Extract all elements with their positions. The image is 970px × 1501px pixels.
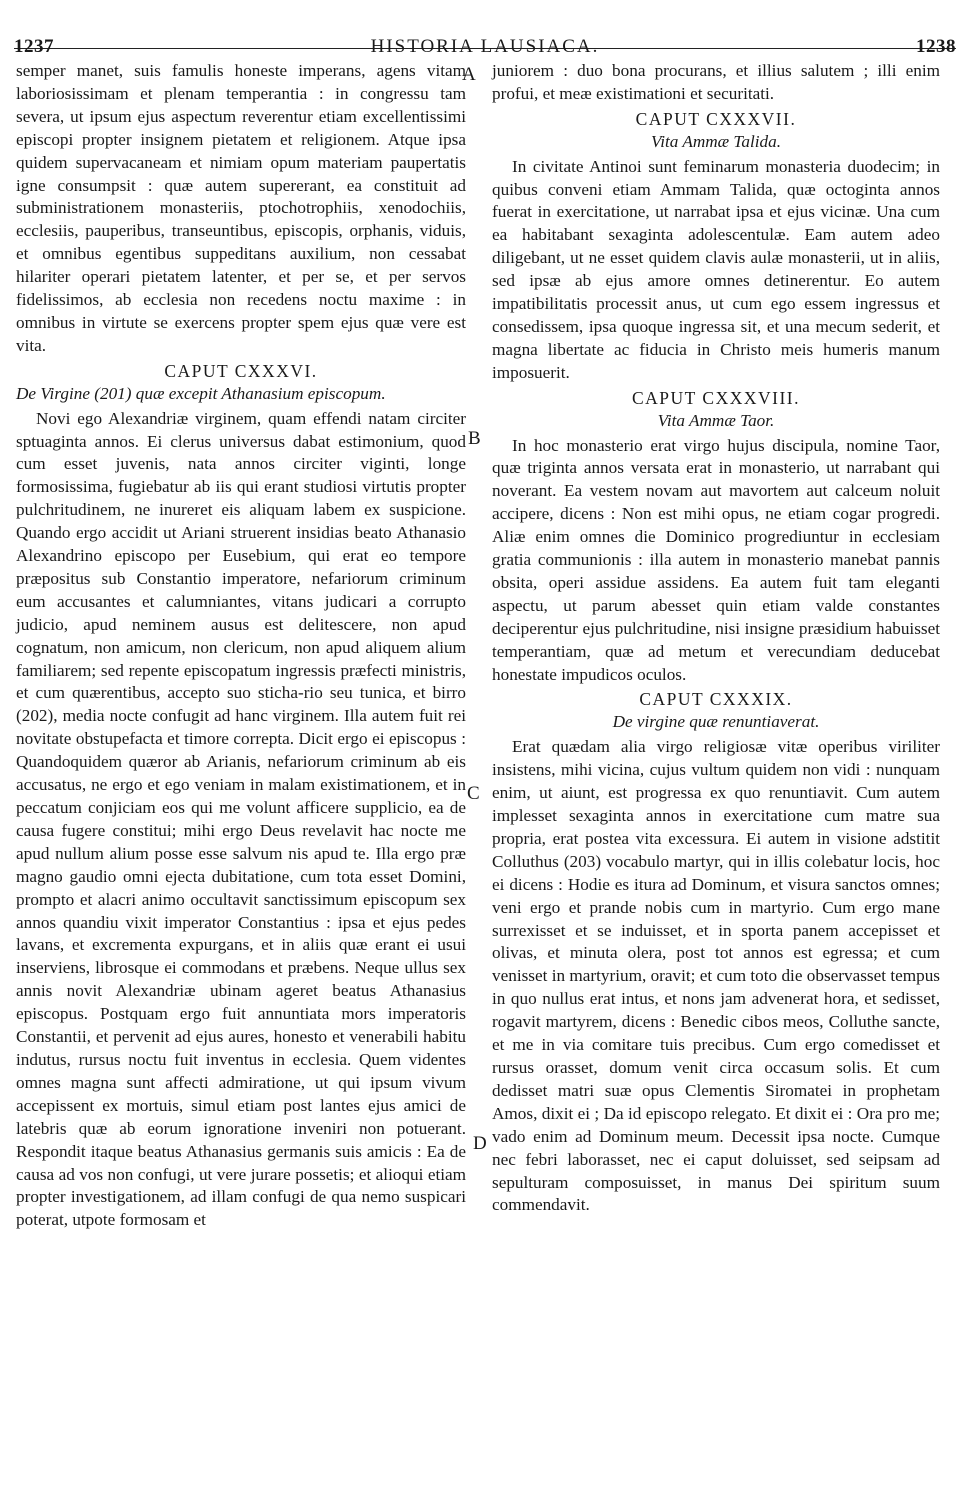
paragraph: juniorem : duo bona procurans, et illius salutem ; illi enim profui, et meæ existimationi et securitati. <box>492 61 940 103</box>
margin-letter-a: A <box>462 64 476 85</box>
chapter-subtitle: Vita Ammæ Taor. <box>657 410 775 430</box>
paragraph: In civitate Antinoi sunt feminarum monasteria duodecim; in quibus conveni etiam Ammam Talida, quæ octoginta annos fuerat in exercitatione, ut narrabat ipsa et ejus vicinæ. Una cum ea habitabant sexaginta adolescentulæ. Eam autem adeo diligebant, ut ne esset quidem clavis aulæ monasterii, ut in aliis, sed ipsæ ab ejus amore omnes detinerentur. Eo autem impatibilitatis processit anus, ut cum ego essem ingressus et consedissem, ipsa quoque ingressa sit, et una mecum sederit, et magna libertate ac fiducia in Christo meis humeris manum imposuerit. <box>492 156 940 382</box>
chapter-heading: CAPUT CXXXVI. <box>164 360 318 381</box>
paragraph: Erat quædam alia virgo religiosæ vitæ operibus viriliter insistens, mihi vicina, cujus vultum quidem non vidi : nunquam enim, ut aiunt, est progressa ex quo renuntiavit. Cum autem implesset sexaginta annos in exercitatione cum matre sua propria, erat postea vita excessura. Ei autem in visione adstitit Colluthus (203) vocabulo martyr, qui in illis colebatur locis, hoc ei dicens : Hodie es itura ad Dominum, et visura sanctos omnes; veni ergo et prande nobis cum in martyrio. Cum ergo mane surrexisset et se induisset, et in sporta panem accepisset et olivas, et minuta olera, post tot annos est egressa; et cum venisset in martyrium, oravit; et cum toto die observasset tempus in quo nullus erat intus, et nons jam advenerat hora, et sedisset, rogavit martyrem, dicens : Benedic cibos meos, Colluthe sancte, et me in via comitare tuis precibus. Cum ergo comedisset et rursus orasset, domum venit circa occasum solis. Et cum dedisset matri suæ opus Clementis Siromatei in prophetam Amos, dixit ei ; Da id episcopo relegato. Et dixit ei : Ora pro me; vado enim ad Dominum meum. Decessit ipsa nocte. Cumque nec febri laborasset, nec ei caput doluisset, sed seipsam ad sepulturam composuisset, in manus Dei spiritum suum commendavit. <box>492 737 940 1215</box>
chapter-heading: CAPUT CXXXVIII. <box>631 387 800 408</box>
page-number-right: 1238 <box>916 36 956 57</box>
margin-letter-c: C <box>467 783 480 804</box>
chapter-subtitle: Vita Ammæ Talida. <box>650 131 782 151</box>
paragraph: semper manet, suis famulis honeste imperans, agens vitam laboriosissimam et plenam temperantia : in congressu tam severa, ut ipsum ejus aspectum reverentur etiam excellentissimi episcopi propter insignem pietatem et religionem. Atque ipsa quidem supervacaneam et nimiam opum materiam paupertatis igne consumpsit : quæ autem supererant, ea constituit ad subministrationem monasteriis, ptochotrophiis, xenodochiis, ecclesiis, pauperibus, transeuntibus, episcopis, orphanis, viduis, et omnibus egentibus suppeditans auxilium, non cessabat hilariter operari pietatem latenter, et per se, et per servos fidelissimos, ab ecclesia non recedens noctu maxime : in omnibus in virtute se exercens propter spem ejus quæ vere est vita. <box>16 61 466 355</box>
page-number-left: 1237 <box>14 36 54 57</box>
paragraph: Novi ego Alexandriæ virginem, quam effendi natam circiter sptuaginta annos. Ei clerus universus dabat estimonium, quod cum esset juvenis, nata annos circiter viginti, longe formosissima, fugiebatur ab iis qui erant studiosi virtutis propter pulchritudinem, ne inureret eis aliquam labem ex suspicione. Quando ergo accidit ut Ariani struerent insidias beato Athanasio Alexandrino episcopo per Eusebium, qui erat eo tempore præpositus sub Constantio imperatore, nefariorum criminum eum accusantes et calumniantes, vitans judicari a corrupto judicio, apud neminem ausus est delitescere, non apud cognatum, non amicum, non clericum, non apud aliquem alium familiarem; sed repente episcopatum ingressis præfecti ministris, et cum quærentibus, accepto suo sticha-rio seu tunica, et birro (202), media nocte confugit ad hanc virginem. Illa autem fuit rei novitate obstupefacta et timore correpta. Dicit ergo ei episcopus : Quandoquidem quæror ab Arianis, nefariorum criminum ab eis accusatus, ne ergo et ego veniam in malam existimationem, et in peccatum conjiciam eos qui me volunt afficere supplicio, ea de causa fugere constitui; mihi ergo Deus revelavit hac nocte me apud nullum alium posse esse salvum nis apud te. Illa ergo præ magno gaudio omni ejecta dubitatione, cum tota esset Domini, prompto et alacri animo occultavit sanctissimum episcopum sex annos quandiu vixit imperator Constantius : ipsa et ejus pedes lavans, et excrementa expurgans, et in aliis quæ erant ei usui inserviens, librosque ei commodans et præbens. Neque ullus sex annis novit Alexandriæ ubinam ageret beatus Athanasius episcopus. Postquam ergo fuit annuntiata mors imperatoris Constantii, et pervenit ad ejus aures, honesto et venerabili habitu indutus, rursus noctu fuit inventus in ecclesia. Quem videntes omnes magna sunt affecti admiratione, ut qui ipsum vivum accepissent ex mortuis, simul etiam post lantes ejus amici de latebris quæ ab eorum ignoratione inveniri non potuerant. Respondit itaque beatus Athanasius germanis suis amicis : Ea de causa ad vos non confugi, ut vere jurare possetis; et alioqui etiam propter investigationem, ad illam confugi de qua nemo suspicari poterat, utpote formosam et <box>16 408 466 1230</box>
right-column <box>492 60 940 1217</box>
chapter-heading: CAPUT CXXXVII. <box>635 108 797 129</box>
chapter-heading: CAPUT CXXXIX. <box>639 689 793 710</box>
margin-letter-d: D <box>473 1133 487 1154</box>
chapter-subtitle: De virgine quæ renuntiaverat. <box>612 712 820 732</box>
chapter-subtitle: De Virgine (201) quæ excepit Athanasium episcopum. <box>16 383 386 403</box>
left-column <box>16 60 466 1232</box>
running-header <box>14 8 956 57</box>
running-title: HISTORIA LAUSIACA. <box>370 36 600 57</box>
paragraph: In hoc monasterio erat virgo hujus discipula, nomine Taor, quæ triginta annos versata erat in monasterio, ut narrabant qui noverant. Ea vestem novam aut mavortem aut calceum noluit accipere, dicens : Non est mihi opus, ne etiam cogar progredi. Aliæ enim omnes die Dominico progrediuntur in ecclesiam gratia communionis : illa autem in monasterio manebat pannis obsita, operi assidue assidens. Ea autem fuit tam eleganti aspectu, ut parum abesset quin etiam valde constantes deciperentur ejus pulchritudine, nisi insigne præsidium habuisset temperantiam, quæ ad metum et verecundiam deducebat honestate impudicos oculos. <box>492 435 940 684</box>
margin-letter-b: B <box>468 428 481 449</box>
